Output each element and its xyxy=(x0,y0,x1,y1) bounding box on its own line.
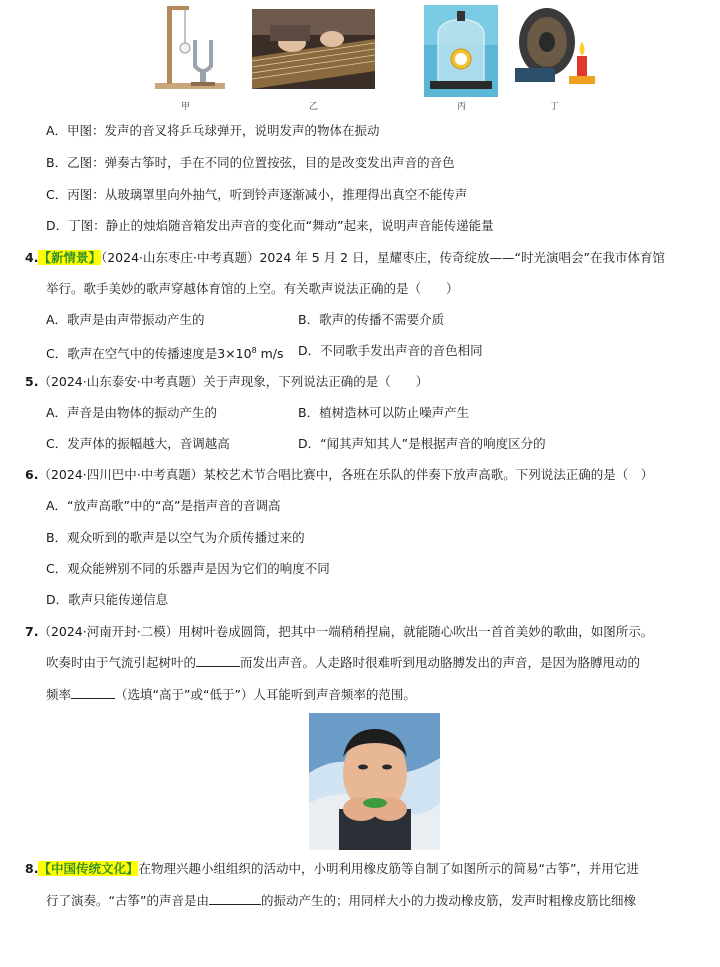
q4-option-d: D．不同歌手发出声音的音色相同 xyxy=(298,343,483,358)
caption-bing: 丙 xyxy=(457,102,467,112)
figure-bing-bell-jar xyxy=(424,5,498,97)
q7-blank-1[interactable] xyxy=(196,655,240,667)
q5-option-b: B．植树造林可以防止噪声产生 xyxy=(298,405,470,420)
q4-tag: 【新情景】 xyxy=(38,250,101,265)
q6-option-b: B．观众听到的歌声是以空气为介质传播过来的 xyxy=(46,530,305,545)
q7-stem-3a: 频率 xyxy=(46,687,72,702)
q7-line2 xyxy=(46,655,640,671)
q4-stem-1: （2024·山东枣庄·中考真题）2024 年 5 月 2 日，星耀枣庄，传奇绽放——“时光演唱会”在我市体育馆 xyxy=(100,250,666,265)
figure-yi-guzheng xyxy=(252,9,375,89)
q5-stem: （2024·山东泰安·中考真题）关于声现象，下列说法正确的是（ ） xyxy=(38,374,429,389)
caption-ding: 丁 xyxy=(550,102,560,112)
figure-leaf-whistle-photo xyxy=(309,713,440,850)
q4-option-c-unit: m/s xyxy=(256,346,284,362)
caption-jia: 甲 xyxy=(181,102,191,112)
q6-line1 xyxy=(25,467,653,483)
q6-option-d: D．歌声只能传递信息 xyxy=(46,592,169,607)
q4-option-c xyxy=(46,343,284,362)
q3-option-d: D．丁图：静止的烛焰随音箱发出声音的变化而“舞动”起来，说明声音能传递能量 xyxy=(46,218,494,233)
figure-jia-tuning-fork xyxy=(145,0,227,95)
q5-option-a: A．声音是由物体的振动产生的 xyxy=(46,405,218,420)
q4-option-b: B．歌声的传播不需要介质 xyxy=(298,312,445,327)
q8-line2 xyxy=(46,893,636,909)
q4-line2: 举行。歌手美妙的歌声穿越体育馆的上空。有关歌声说法正确的是（ ） xyxy=(46,281,459,296)
caption-yi: 乙 xyxy=(309,102,319,112)
q6-stem: （2024·四川巴中·中考真题）某校艺术节合唱比赛中，各班在乐队的伴奏下放声高歌。下列说法正确的是（ ） xyxy=(38,467,654,482)
q4-option-c-exponent: 8 xyxy=(251,346,257,355)
q4-option-c-text: C．歌声在空气中的传播速度是3×10 xyxy=(46,346,252,362)
q3-option-a: A．甲图：发声的音叉将乒乓球弹开，说明发声的物体在振动 xyxy=(46,123,380,138)
q8-stem-2a: 行了演奏。“古筝”的声音是由 xyxy=(46,893,209,908)
q6-option-c: C．观众能辨别不同的乐器声是因为它们的响度不同 xyxy=(46,561,330,576)
q5-option-d: D．“闻其声知其人”是根据声音的响度区分的 xyxy=(298,436,546,451)
q6-number: 6. xyxy=(25,467,39,482)
q3-option-b: B．乙图：弹奏古筝时，手在不同的位置按弦，目的是改变发出声音的音色 xyxy=(46,155,455,170)
q5-number: 5. xyxy=(25,374,39,389)
q5-line1 xyxy=(25,374,428,390)
q8-stem-1: 在物理兴趣小组组织的活动中，小明利用橡皮筋等自制了如图所示的简易“古筝”，并用它进 xyxy=(138,861,639,876)
q7-stem-3b: （选填“高于”或“低于”）人耳能听到声音频率的范围。 xyxy=(115,687,416,702)
q8-stem-2b: 的振动产生的；用同样大小的力拨动橡皮筋，发声时粗橡皮筋比细橡 xyxy=(260,893,636,908)
q7-stem-2b: 而发出声音。人走路时很难听到甩动胳膊发出的声音，是因为胳膊甩动的 xyxy=(240,655,641,670)
q7-stem-2a: 吹奏时由于气流引起树叶的 xyxy=(46,655,197,670)
q7-blank-2[interactable] xyxy=(71,687,115,699)
q4-number: 4. xyxy=(25,250,39,265)
q8-number: 8. xyxy=(25,861,39,876)
q8-line1 xyxy=(25,861,639,877)
q6-option-a: A．“放声高歌”中的“高”是指声音的音调高 xyxy=(46,498,281,513)
q5-option-c: C．发声体的振幅越大，音调越高 xyxy=(46,436,230,451)
q8-tag: 【中国传统文化】 xyxy=(38,861,139,876)
q7-line3 xyxy=(46,687,416,703)
q8-blank-1[interactable] xyxy=(209,893,261,905)
q7-stem-1: （2024·河南开封·二模）用树叶卷成圆筒，把其中一端稍稍捏扁，就能随心吹出一首首美妙的歌曲，如图所示。 xyxy=(38,624,654,639)
q4-line1 xyxy=(25,250,665,266)
q7-line1 xyxy=(25,624,653,640)
figure-ding-speaker-candle xyxy=(507,2,602,92)
q7-number: 7. xyxy=(25,624,39,639)
q3-option-c: C．丙图：从玻璃罩里向外抽气，听到铃声逐渐减小，推理得出真空不能传声 xyxy=(46,187,468,202)
q4-option-a: A．歌声是由声带振动产生的 xyxy=(46,312,205,327)
